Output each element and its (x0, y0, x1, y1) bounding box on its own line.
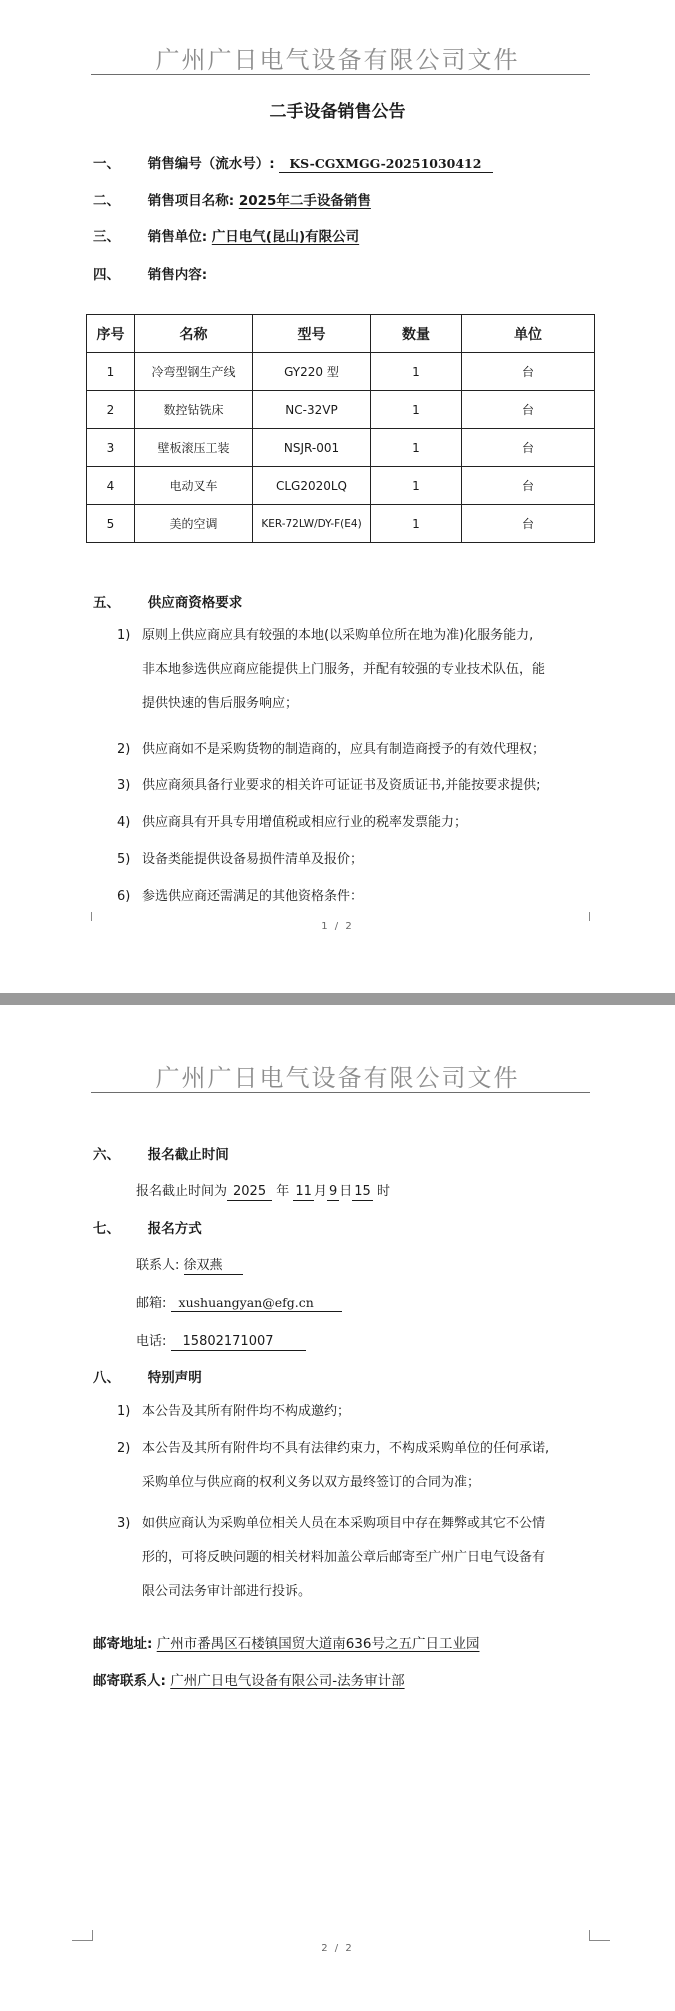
list-text: 供应商须具备行业要求的相关许可证证书及资质证书,并能按要求提供; (142, 778, 541, 793)
cell-quantity: 1 (371, 467, 462, 505)
cell-quantity: 1 (371, 505, 462, 543)
list-index: 2) (117, 742, 131, 757)
list-index: 2) (117, 1441, 131, 1456)
phone-line (136, 1330, 306, 1351)
corner-mark (589, 1930, 610, 1941)
document-page-2 (0, 1005, 675, 2011)
cell-unit: 台 (462, 391, 595, 429)
cell-quantity: 1 (371, 391, 462, 429)
cell-unit: 台 (462, 467, 595, 505)
list-index: 4) (117, 815, 131, 830)
sales-number-value: KS-CGXMGG-20251030412 (279, 155, 493, 173)
section-label: 销售编号（流水号）: (147, 156, 275, 172)
header-index: 序号 (87, 315, 135, 353)
section-project-name (93, 189, 371, 209)
deadline-day-unit: 日 (339, 1184, 353, 1199)
deadline-month-unit: 月 (313, 1184, 327, 1199)
section-label: 销售单位: (147, 229, 208, 245)
deadline-prefix: 报名截止时间为 (136, 1184, 228, 1199)
cell-name: 美的空调 (135, 505, 253, 543)
doc-title: 二手设备销售公告 (269, 102, 406, 122)
phone-label: 电话: (136, 1334, 167, 1349)
deadline-month: 11 (295, 1184, 312, 1199)
cell-index: 4 (87, 467, 135, 505)
list-text: 设备类能提供设备易损件清单及报价； (142, 852, 364, 867)
cell-index: 2 (87, 391, 135, 429)
cell-model: KER-72LW/DY-F(E4) (253, 505, 371, 543)
section-number: 六、 (93, 1147, 120, 1163)
header-rule (91, 1092, 590, 1093)
table-row (87, 467, 595, 505)
table-row (87, 429, 595, 467)
mail-contact-line (93, 1669, 405, 1689)
section-label: 销售项目名称: (147, 193, 235, 209)
seller-value: 广日电气(昆山)有限公司 (211, 229, 360, 245)
page-separator (0, 993, 675, 1005)
mail-address-line (93, 1632, 479, 1652)
cell-name: 电动叉车 (135, 467, 253, 505)
list-text: 限公司法务审计部进行投诉。 (142, 1584, 312, 1599)
cell-unit: 台 (462, 429, 595, 467)
cell-name: 壁板滚压工装 (135, 429, 253, 467)
section-number: 二、 (93, 193, 120, 209)
deadline-year: 2025 (227, 1183, 272, 1201)
sales-items-table (86, 314, 595, 543)
page-number: 2 / 2 (321, 1943, 354, 1954)
header-quantity: 数量 (371, 315, 462, 353)
company-header: 广州广日电气设备有限公司文件 (155, 1064, 520, 1092)
list-index: 1) (117, 628, 131, 643)
list-text: 本公告及其所有附件均不构成邀约； (142, 1404, 351, 1419)
section-registration (93, 1217, 202, 1237)
header-unit: 单位 (462, 315, 595, 353)
section-sales-number (93, 152, 493, 173)
cell-model: NSJR-001 (253, 429, 371, 467)
cell-unit: 台 (462, 505, 595, 543)
email-label: 邮箱: (136, 1296, 167, 1311)
section-number: 七、 (93, 1221, 120, 1237)
list-index: 5) (117, 852, 131, 867)
list-text: 供应商具有开具专用增值税或相应行业的税率发票能力； (142, 815, 468, 830)
header-name: 名称 (135, 315, 253, 353)
section-number: 四、 (93, 267, 120, 283)
cell-quantity: 1 (371, 353, 462, 391)
deadline-hour-unit: 时 (376, 1184, 390, 1199)
section-label: 特别声明 (147, 1370, 202, 1386)
phone-value: 15802171007 (171, 1333, 306, 1351)
header-model: 型号 (253, 315, 371, 353)
list-index: 1) (117, 1404, 131, 1419)
cell-index: 5 (87, 505, 135, 543)
deadline-line (136, 1180, 390, 1201)
contact-value: 徐双燕 (184, 1257, 243, 1275)
email-line (136, 1292, 342, 1312)
table-header-row (87, 315, 595, 353)
cell-name: 数控钻铣床 (135, 391, 253, 429)
list-text: 本公告及其所有附件均不具有法律约束力，不构成采购单位的任何承诺, (142, 1441, 550, 1456)
list-text: 如供应商认为采购单位相关人员在本采购项目中存在舞弊或其它不公情 (142, 1516, 546, 1531)
contact-label: 联系人: (136, 1258, 180, 1273)
section-sales-content (93, 263, 207, 283)
corner-mark (72, 1930, 93, 1941)
cell-model: GY220 型 (253, 353, 371, 391)
section-label: 报名方式 (147, 1221, 202, 1237)
table-row (87, 505, 595, 543)
section-number: 一、 (93, 156, 120, 172)
list-text: 供应商如不是采购货物的制造商的，应具有制造商授予的有效代理权； (142, 742, 546, 757)
mail-address-label: 邮寄地址: (93, 1636, 153, 1652)
section-label: 供应商资格要求 (147, 595, 243, 611)
section-seller (93, 225, 359, 245)
list-text: 提供快速的售后服务响应； (142, 696, 299, 711)
contact-line (136, 1254, 243, 1275)
deadline-hour: 15 (354, 1184, 371, 1199)
mail-contact-value: 广州广日电气设备有限公司-法务审计部 (170, 1673, 405, 1689)
cell-index: 1 (87, 353, 135, 391)
list-text: 原则上供应商应具有较强的本地(以采购单位所在地为准)化服务能力, (142, 628, 534, 643)
section-number: 三、 (93, 229, 120, 245)
section-deadline (93, 1143, 229, 1163)
company-header: 广州广日电气设备有限公司文件 (155, 46, 520, 74)
list-index: 3) (117, 778, 131, 793)
project-name-value: 2025年二手设备销售 (238, 193, 371, 209)
mail-address-value: 广州市番禺区石楼镇国贸大道南636号之五广日工业园 (156, 1636, 480, 1652)
deadline-year-unit: 年 (276, 1184, 290, 1199)
section-supplier-requirements (93, 591, 242, 611)
list-text: 非本地参选供应商应能提供上门服务，并配有较强的专业技术队伍，能 (142, 662, 546, 677)
cell-model: NC-32VP (253, 391, 371, 429)
cell-name: 冷弯型钢生产线 (135, 353, 253, 391)
section-number: 八、 (93, 1370, 120, 1386)
document-page-1 (0, 0, 675, 993)
mail-contact-label: 邮寄联系人: (93, 1673, 166, 1689)
cell-model: CLG2020LQ (253, 467, 371, 505)
deadline-day: 9 (328, 1184, 338, 1199)
email-value: xushuangyan@efg.cn (171, 1294, 342, 1312)
list-text: 参选供应商还需满足的其他资格条件： (142, 889, 364, 904)
section-number: 五、 (93, 595, 120, 611)
margin-mark (91, 912, 92, 921)
section-label: 报名截止时间 (147, 1147, 229, 1163)
list-index: 3) (117, 1516, 131, 1531)
page-number: 1 / 2 (321, 921, 354, 932)
table-row (87, 353, 595, 391)
list-text: 采购单位与供应商的权利义务以双方最终签订的合同为准； (142, 1475, 481, 1490)
section-special-statement (93, 1366, 202, 1386)
header-rule (91, 74, 590, 75)
list-index: 6) (117, 889, 131, 904)
cell-quantity: 1 (371, 429, 462, 467)
table-row (87, 391, 595, 429)
list-text: 形的，可将反映问题的相关材料加盖公章后邮寄至广州广日电气设备有 (142, 1550, 546, 1565)
margin-mark (589, 912, 590, 921)
section-label: 销售内容: (147, 267, 208, 283)
cell-unit: 台 (462, 353, 595, 391)
cell-index: 3 (87, 429, 135, 467)
